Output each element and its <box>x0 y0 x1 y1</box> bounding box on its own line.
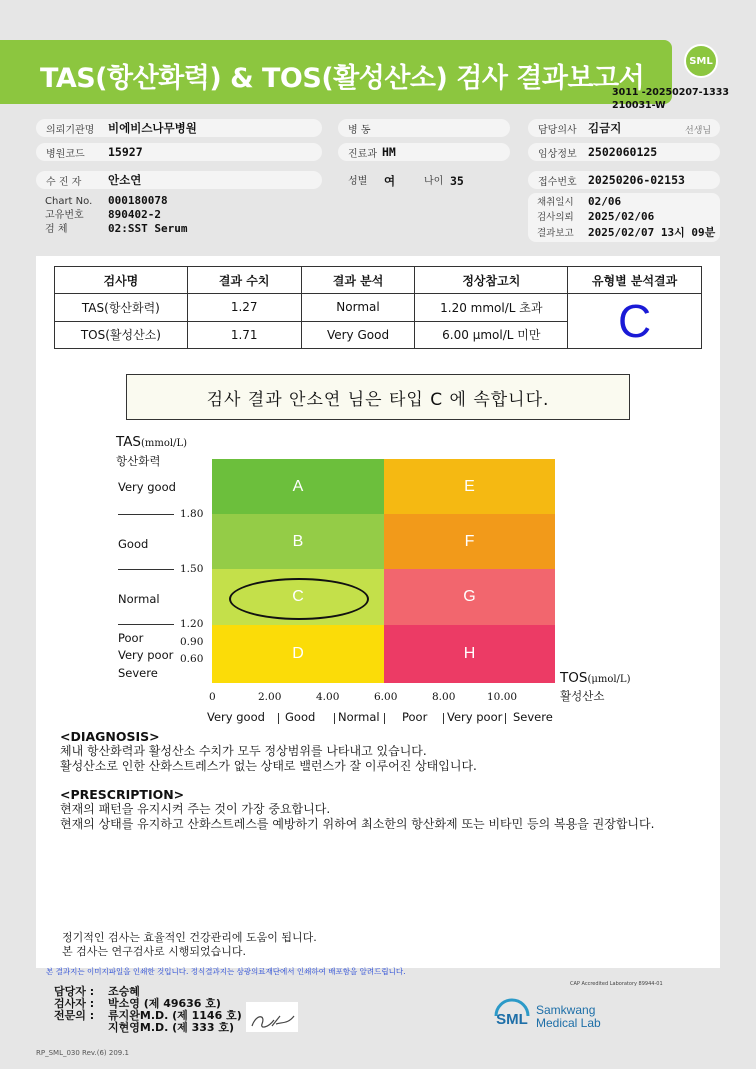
x-axis-title-text: TOS <box>560 670 588 686</box>
y-category: Good <box>118 537 149 551</box>
x-tick-label: 2.00 <box>258 691 282 703</box>
hospital-code-label: 병원코드 <box>36 143 322 161</box>
lab-name-line-1: Samkwang <box>536 1003 596 1017</box>
x-tick-label: 10.00 <box>487 691 518 703</box>
x-category-divider <box>443 713 444 724</box>
x-axis-unit: (μmol/L) <box>587 674 631 685</box>
y-tick-line <box>118 514 174 515</box>
signature-graphic <box>246 1002 298 1032</box>
prescription-line-2: 현재의 상태를 유지하고 산화스트레스를 예방하기 위하여 최소한의 항산화제 또는 비타민 등의 복용을 권장합니다. <box>60 817 655 831</box>
svg-text:SML: SML <box>496 1011 528 1028</box>
tos-reference: 6.00 μmol/L 미만 <box>415 321 568 349</box>
result-banner: 검사 결과 안소연 님은 타입 C 에 속합니다. <box>126 374 630 420</box>
sml-logo: SML <box>684 44 718 78</box>
results-table <box>54 266 702 349</box>
specimen-label: 검 체 <box>45 224 68 235</box>
zone-label: D <box>292 645 304 662</box>
col-header-type: 유형별 분석결과 <box>568 267 702 294</box>
x-category: Poor <box>402 710 428 724</box>
doctor-value: 김금지 <box>588 121 622 135</box>
prescription-title: <PRESCRIPTION> <box>60 787 185 802</box>
zone-g <box>384 569 555 625</box>
col-header-analysis: 결과 분석 <box>301 267 415 294</box>
age-value: 35 <box>450 174 464 188</box>
sex-value: 여 <box>384 174 396 188</box>
tos-name: TOS(활성산소) <box>55 321 188 349</box>
x-tick-label: 8.00 <box>432 691 456 703</box>
tos-value: 1.71 <box>187 321 301 349</box>
diagnosis-line-2: 활성산소로 인한 산화스트레스가 없는 상태로 밸런스가 잘 이루어진 상태입니다. <box>60 759 477 773</box>
col-header-reference: 정상참고치 <box>415 267 568 294</box>
zone-e <box>384 459 555 514</box>
ward-label: 병 동 <box>338 119 510 137</box>
institution-label: 의뢰기관명 <box>36 119 322 137</box>
y-tick-line <box>118 624 174 625</box>
report-number-line-1: 3011 -20250207-1333 <box>612 87 729 98</box>
note-line-2: 본 검사는 연구검사로 시행되었습니다. <box>62 945 247 958</box>
cap-accreditation: CAP Accredited Laboratory 89944-01 <box>570 981 663 987</box>
image-notice: 본 결과지는 이미지파일을 인쇄한 것입니다. 정식결과지는 삼광의료재단에서 인쇄하여 배포함을 알려드립니다. <box>46 967 406 976</box>
x-category-divider <box>384 713 385 724</box>
y-category: Very good <box>118 480 176 494</box>
requested-value: 2025/02/06 <box>588 210 655 223</box>
note-line-1: 정기적인 검사는 효율적인 건강관리에 도움이 됩니다. <box>62 931 317 944</box>
specialist-value-1: 류지완M.D. (제 1146 호) <box>108 1009 242 1022</box>
examiner-label: 검사자 : <box>54 997 95 1010</box>
diagnosis-title: <DIAGNOSIS> <box>60 729 160 744</box>
zone-label: F <box>464 532 475 550</box>
y-category: Very poor <box>118 648 174 662</box>
y-category: Poor <box>118 631 144 645</box>
highlight-ellipse <box>229 578 369 620</box>
report-title: TAS(항산화력) & TOS(활성산소) 검사 결과보고서 <box>40 63 645 94</box>
col-header-value: 결과 수치 <box>187 267 301 294</box>
y-category: Normal <box>118 592 160 606</box>
x-tick-label: 4.00 <box>316 691 340 703</box>
x-category: Normal <box>338 710 380 724</box>
x-category: Very good <box>207 710 265 724</box>
zone-label: E <box>464 477 475 495</box>
zone-h <box>384 625 555 683</box>
lab-name-line-2: Medical Lab <box>536 1016 601 1030</box>
x-axis-subtitle: 활성산소 <box>560 689 605 703</box>
y-tick-label: 1.50 <box>180 563 204 575</box>
y-tick-line <box>118 569 174 570</box>
x-axis-title <box>560 670 630 686</box>
patient-value: 안소연 <box>108 173 142 187</box>
y-axis-unit: (mmol/L) <box>141 438 188 449</box>
hospital-code-value: 15927 <box>108 145 143 159</box>
report-number-line-2: 210031-W <box>612 100 666 111</box>
dept-label: 진료과 <box>338 143 510 161</box>
report-number <box>612 86 729 112</box>
lab-name <box>536 1004 656 1030</box>
tas-reference: 1.20 mmol/L 초과 <box>415 294 568 322</box>
reported-value: 2025/02/07 13시 09분 <box>588 226 716 239</box>
tas-name: TAS(항산화력) <box>55 294 188 322</box>
collected-label: 채취일시 <box>537 197 574 208</box>
y-tick-label: 0.60 <box>180 653 204 665</box>
receipt-no-value: 20250206-02153 <box>588 173 685 187</box>
type-result: C <box>568 294 702 349</box>
y-axis-title-text: TAS <box>116 434 142 450</box>
x-category-divider <box>505 713 506 724</box>
x-tick-label: 6.00 <box>374 691 398 703</box>
clinical-info-label: 임상정보 <box>528 143 720 161</box>
form-code: RP_SML_030 Rev.(6) 209.1 <box>36 1049 129 1057</box>
y-tick-label: 1.20 <box>180 618 204 630</box>
y-axis-subtitle: 항산화력 <box>116 454 161 468</box>
sex-label: 성별 <box>348 176 368 187</box>
x-category-divider <box>278 713 279 724</box>
zone-d <box>212 625 384 683</box>
signature <box>246 1002 298 1032</box>
zone-label: C <box>292 588 304 605</box>
x-category: Good <box>285 710 316 724</box>
requested-label: 검사의뢰 <box>537 212 574 223</box>
manager-label: 담당자 : <box>54 985 95 998</box>
y-tick-label: 0.90 <box>180 636 204 648</box>
y-tick-label: 1.80 <box>180 508 204 520</box>
x-category: Severe <box>513 710 553 724</box>
receipt-no-label: 접수번호 <box>528 171 720 189</box>
y-axis-title <box>116 434 187 450</box>
zone-label: A <box>292 477 304 495</box>
tas-value: 1.27 <box>187 294 301 322</box>
tos-analysis: Very Good <box>301 321 415 349</box>
chart-no-value: 000180078 <box>108 194 168 207</box>
patient-label: 수 진 자 <box>36 171 322 189</box>
specimen-value: 02:SST Serum <box>108 222 188 235</box>
doctor-label: 담당의사 <box>528 119 720 137</box>
zone-label: G <box>463 588 476 605</box>
reported-label: 결과보고 <box>537 228 574 239</box>
zone-a <box>212 459 384 514</box>
diagnosis-line-1: 체내 항산화력과 활성산소 수치가 모두 정상범위를 나타내고 있습니다. <box>60 744 427 758</box>
table-row <box>55 294 702 322</box>
zone-b <box>212 514 384 569</box>
y-category: Severe <box>118 666 158 680</box>
x-category: Very poor <box>447 710 503 724</box>
id-no-value: 890402-2 <box>108 208 161 221</box>
zone-label: B <box>292 532 304 550</box>
col-header-test: 검사명 <box>55 267 188 294</box>
specialist-label: 전문의 : <box>54 1009 95 1022</box>
id-no-label: 고유번호 <box>45 210 84 221</box>
dept-value: HM <box>382 145 396 159</box>
specialist-value-2: 지현영M.D. (제 333 호) <box>108 1021 235 1034</box>
x-tick-label: 0 <box>209 691 216 703</box>
examiner-value: 박소영 (제 49636 호) <box>108 997 221 1010</box>
collected-value: 02/06 <box>588 195 622 208</box>
zone-label: H <box>463 645 476 662</box>
results-header-row <box>55 267 702 294</box>
zone-f <box>384 514 555 569</box>
doctor-suffix: 선생님 <box>685 126 712 136</box>
manager-value: 조승혜 <box>108 985 140 998</box>
clinical-info-value: 2502060125 <box>588 145 658 159</box>
x-category-divider <box>334 713 335 724</box>
tas-analysis: Normal <box>301 294 415 322</box>
institution-value: 비에비스나무병원 <box>108 121 197 135</box>
chart-no-label: Chart No. <box>45 196 93 207</box>
age-label: 나이 <box>424 176 444 187</box>
prescription-line-1: 현재의 패턴을 유지시켜 주는 것이 가장 중요합니다. <box>60 802 331 816</box>
sml-logo-icon <box>492 994 532 1034</box>
